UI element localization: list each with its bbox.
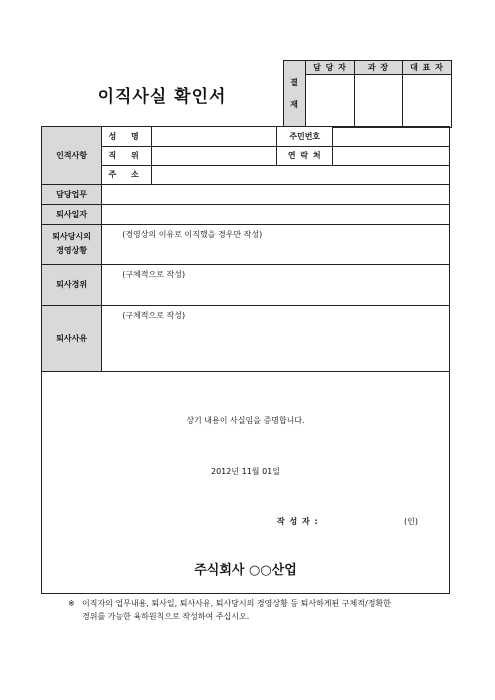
reason-field[interactable]: [102, 305, 449, 371]
biz-status-note: (경영상의 이유로 이직했을 경우만 작성): [122, 229, 263, 239]
footnote-line-1: 이직자의 업무내용, 퇴사일, 퇴사사유, 퇴사당시의 경영상황 등 퇴사하게된 구체적/정확한: [82, 599, 391, 608]
approval-sign-manager[interactable]: [306, 75, 355, 128]
biz-status-label-line-1: 퇴사당시의: [52, 232, 91, 241]
name-field[interactable]: [152, 127, 277, 146]
history-field[interactable]: [102, 264, 449, 305]
resign-date-field[interactable]: [102, 204, 449, 224]
resign-date-label: 퇴사일자: [42, 204, 102, 224]
reason-label: 퇴사사유: [42, 305, 102, 371]
contact-field[interactable]: [333, 146, 449, 165]
reason-note: (구체적으로 작성): [122, 310, 186, 320]
document-title: 이직사실 확인서: [97, 87, 227, 107]
address-label: 주 소: [102, 165, 152, 184]
approval-label-1: 결: [290, 78, 299, 87]
note-mark: ※: [68, 599, 75, 608]
rrn-field[interactable]: [333, 127, 449, 146]
history-label: 퇴사경위: [42, 264, 102, 305]
contact-label: 연 락 처: [277, 146, 333, 165]
form-table: [42, 127, 449, 372]
position-field[interactable]: [152, 146, 277, 165]
personal-section-label: 인적사항: [42, 127, 102, 184]
biz-status-label-line-2: 경영상황: [56, 246, 88, 255]
position-label: 직 위: [102, 146, 152, 165]
certification-statement: 상기 내용이 사실임을 증명합니다.: [186, 416, 305, 425]
approval-box: [283, 60, 452, 128]
approval-label: [284, 61, 306, 128]
author-label: 작 성 자 :: [277, 517, 319, 526]
footnote-line-2: 경위를 가능한 육하원칙으로 작성하여 주십시오.: [82, 612, 250, 621]
duty-label: 담당업무: [42, 184, 102, 204]
confirmation-form: [41, 126, 450, 594]
address-field[interactable]: [152, 165, 450, 184]
footnote: [68, 597, 448, 623]
approval-header-section-chief: 과 장: [355, 61, 403, 75]
document-date: 2012년 11월 01일: [211, 467, 280, 476]
rrn-label: 주민번호: [277, 127, 333, 146]
approval-sign-section-chief[interactable]: [355, 75, 403, 128]
company-name: 주식회사 ○○산업: [194, 563, 297, 578]
seal-mark: (인): [404, 517, 418, 526]
name-label: 성 명: [102, 127, 152, 146]
biz-status-label: [42, 224, 102, 264]
history-note: (구체적으로 작성): [122, 269, 186, 279]
duty-field[interactable]: [102, 184, 449, 204]
approval-label-2: 재: [290, 100, 299, 109]
approval-header-manager: 담 당 자: [306, 61, 355, 75]
approval-header-ceo: 대 표 자: [403, 61, 452, 75]
biz-status-field[interactable]: [102, 224, 449, 264]
approval-sign-ceo[interactable]: [403, 75, 452, 128]
